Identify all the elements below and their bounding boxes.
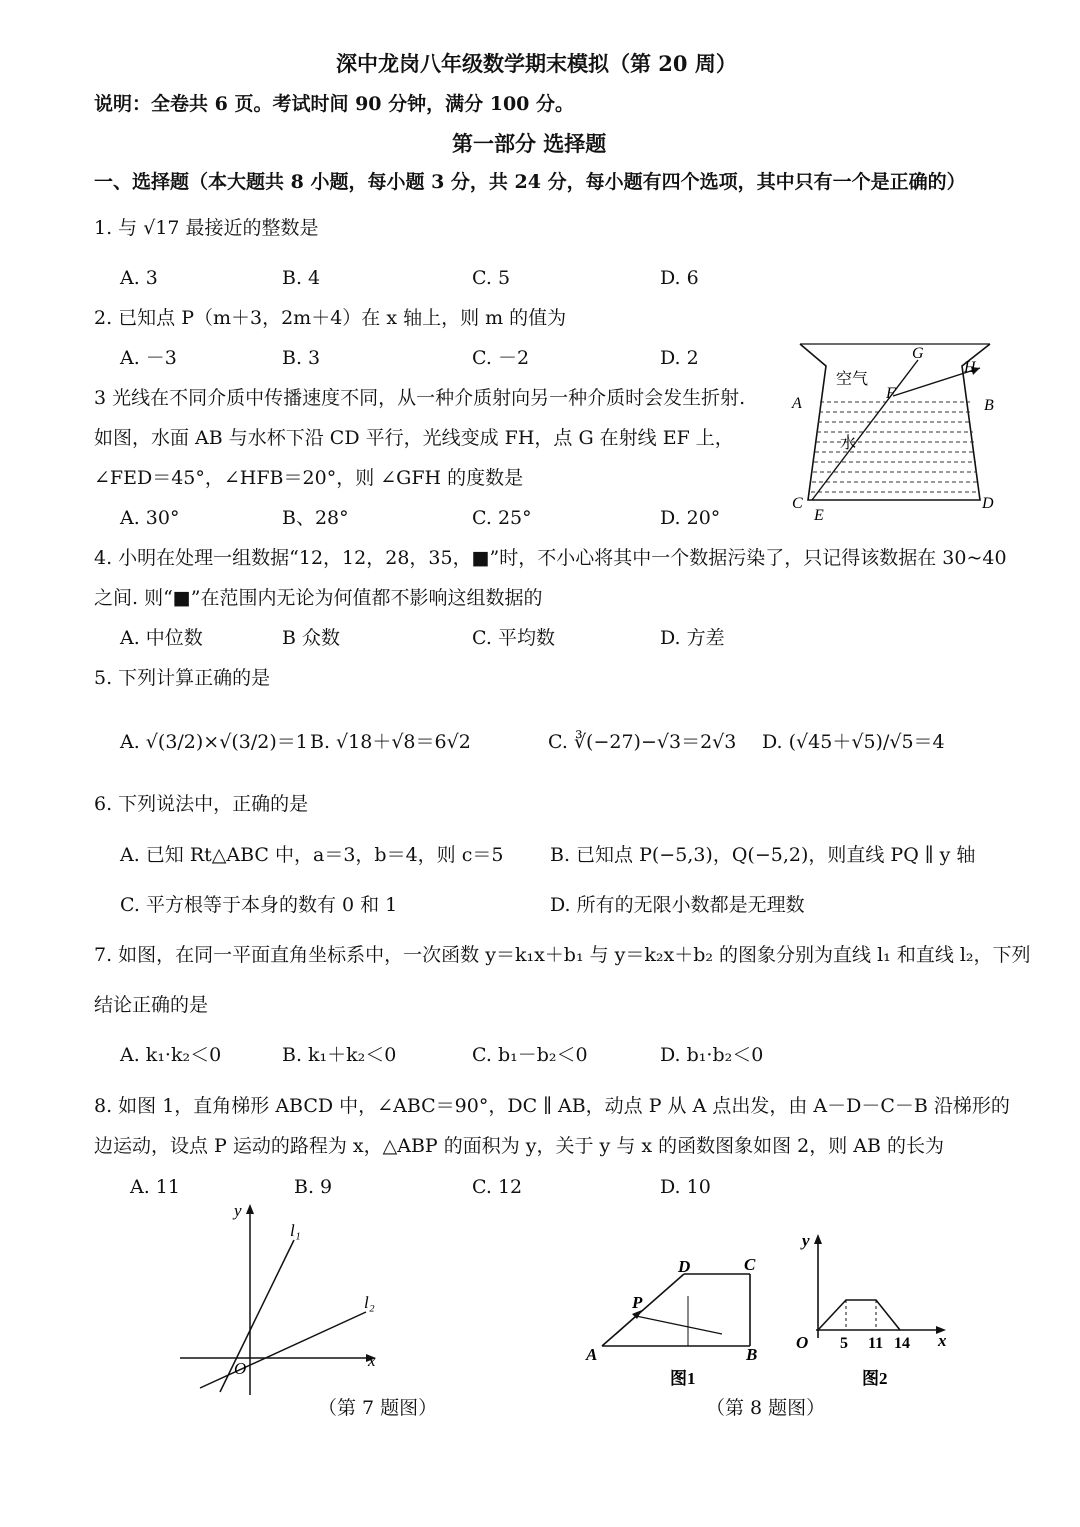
q3-option-a: A. 30° xyxy=(120,507,180,529)
cup-water-label: 水 xyxy=(840,435,857,452)
q4-option-d: D. 方差 xyxy=(660,627,725,649)
q4-option-b: B 众数 xyxy=(282,627,341,649)
q6-stem: 6. 下列说法中，正确的是 xyxy=(94,793,309,815)
q8-option-b: B. 9 xyxy=(294,1176,333,1198)
q7-l1-label: l₁ xyxy=(290,1221,301,1240)
q8-fig1-label-c: C xyxy=(744,1255,756,1274)
q8-fig2-axis-x-label: x xyxy=(938,1331,947,1350)
q4-option-c: C. 平均数 xyxy=(472,627,555,649)
q8-fig2-caption: 图2 xyxy=(862,1369,888,1388)
q2-option-b: B. 3 xyxy=(282,347,321,369)
cup-label-c: C xyxy=(792,495,803,512)
q8-line-1: 8. 如图 1，直角梯形 ABCD 中，∠ABC＝90°，DC ∥ AB，动点 P 从 A 点出发，由 A－D－C－B 沿梯形的 xyxy=(94,1095,1010,1117)
refraction-cup-figure xyxy=(790,340,1000,524)
q7-line-1: 7. 如图，在同一平面直角坐标系中，一次函数 y＝k₁x＋b₁ 与 y＝k₂x＋b₂ 的图象分别为直线 l₁ 和直线 l₂，下列 xyxy=(94,944,1031,966)
cup-label-b: B xyxy=(984,397,994,414)
cup-label-g: G xyxy=(912,345,924,362)
q6-option-c: C. 平方根等于本身的数有 0 和 1 xyxy=(120,894,398,916)
q5-stem: 5. 下列计算正确的是 xyxy=(94,667,271,689)
cup-air-label: 空气 xyxy=(836,371,869,388)
q8-fig2-tick-5: 5 xyxy=(840,1335,848,1352)
q4-line-1: 4. 小明在处理一组数据“12，12，28，35，■”时，不小心将其中一个数据污染了，只记得该数据在 30~40 xyxy=(94,547,1007,569)
q8-option-c: C. 12 xyxy=(472,1176,523,1198)
cup-label-h: H xyxy=(964,359,976,376)
q1-option-c: C. 5 xyxy=(472,267,511,289)
q8-function-graph xyxy=(790,1228,960,1388)
page-title: 深中龙岗八年级数学期末模拟（第 20 周） xyxy=(336,51,737,76)
q1-stem: 1. 与 √17 最接近的整数是 xyxy=(94,217,319,239)
q8-fig1-label-a: A xyxy=(586,1345,598,1364)
q1-option-b: B. 4 xyxy=(282,267,321,289)
section-heading: 一、选择题（本大题共 8 小题，每小题 3 分，共 24 分，每小题有四个选项，其中只有一个是正确的） xyxy=(94,171,966,193)
q5-option-d: D. (√45＋√5)/√5＝4 xyxy=(762,731,945,753)
q3-line-2: 如图，水面 AB 与水杯下沿 CD 平行，光线变成 FH，点 G 在射线 EF 上， xyxy=(94,427,734,449)
q8-option-d: D. 10 xyxy=(660,1176,711,1198)
q8-fig2-axis-y-label: y xyxy=(802,1231,810,1250)
q7-origin-label: O xyxy=(234,1359,247,1378)
q8-fig2-origin-label: O xyxy=(796,1333,809,1352)
q8-fig2-tick-11: 11 xyxy=(868,1335,884,1352)
q7-option-c: C. b₁－b₂＜0 xyxy=(472,1044,588,1066)
q8-fig1-label-b: B xyxy=(746,1345,758,1364)
q7-option-b: B. k₁＋k₂＜0 xyxy=(282,1044,397,1066)
q3-line-3: ∠FED＝45°，∠HFB＝20°，则 ∠GFH 的度数是 xyxy=(94,467,524,489)
q7-figure-caption: （第 7 题图） xyxy=(318,1397,438,1419)
q8-line-2: 边运动，设点 P 运动的路程为 x，△ABP 的面积为 y，关于 y 与 x 的函数图象如图 2，则 AB 的长为 xyxy=(94,1135,945,1157)
q7-axis-y-label: y xyxy=(234,1201,242,1220)
q4-line-2: 之间. 则“■”在范围内无论为何值都不影响这组数据的 xyxy=(94,587,543,609)
q8-fig1-label-p: P xyxy=(632,1293,643,1312)
q8-trapezoid-figure xyxy=(580,1250,770,1390)
q3-option-c: C. 25° xyxy=(472,507,532,529)
q8-option-a: A. 11 xyxy=(130,1176,180,1198)
q7-l2-label: l₂ xyxy=(364,1293,375,1312)
q8-fig2-tick-14: 14 xyxy=(894,1335,910,1352)
cup-label-e: E xyxy=(814,507,824,524)
q7-coordinate-figure xyxy=(170,1200,400,1400)
q4-option-a: A. 中位数 xyxy=(120,627,203,649)
exam-note: 说明：全卷共 6 页。考试时间 90 分钟，满分 100 分。 xyxy=(94,93,575,115)
q3-line-1: 3 光线在不同介质中传播速度不同，从一种介质射向另一种介质时会发生折射. xyxy=(94,387,746,409)
q3-option-d: D. 20° xyxy=(660,507,721,529)
q7-axis-x-label: x xyxy=(368,1351,376,1370)
q1-option-d: D. 6 xyxy=(660,267,699,289)
q8-fig1-caption: 图1 xyxy=(670,1369,696,1388)
q6-option-a: A. 已知 Rt△ABC 中，a＝3，b＝4，则 c＝5 xyxy=(120,844,504,866)
q6-option-b: B. 已知点 P(−5,3)，Q(−5,2)，则直线 PQ ∥ y 轴 xyxy=(550,844,976,866)
q1-option-a: A. 3 xyxy=(120,267,158,289)
q5-option-b: B. √18＋√8＝6√2 xyxy=(310,731,471,753)
cup-label-a: A xyxy=(792,395,802,412)
q6-option-d: D. 所有的无限小数都是无理数 xyxy=(550,894,805,916)
cup-label-d: D xyxy=(982,495,994,512)
q8-fig1-label-d: D xyxy=(678,1257,691,1276)
q7-line-2: 结论正确的是 xyxy=(94,994,209,1016)
part-heading: 第一部分 选择题 xyxy=(452,131,607,156)
q2-option-d: D. 2 xyxy=(660,347,699,369)
q2-stem: 2. 已知点 P（m＋3，2m＋4）在 x 轴上，则 m 的值为 xyxy=(94,307,567,329)
q5-option-a: A. √(3/2)×√(3/2)＝1 xyxy=(120,731,308,753)
q7-option-d: D. b₁·b₂＜0 xyxy=(660,1044,764,1066)
q2-option-c: C. －2 xyxy=(472,347,530,369)
q8-figure-caption: （第 8 题图） xyxy=(706,1397,826,1419)
q7-option-a: A. k₁·k₂＜0 xyxy=(120,1044,222,1066)
cup-label-f: F xyxy=(886,385,896,402)
q3-option-b: B、28° xyxy=(282,507,349,529)
q5-option-c: C. ∛(−27)−√3＝2√3 xyxy=(548,731,737,753)
q2-option-a: A. －3 xyxy=(120,347,177,369)
